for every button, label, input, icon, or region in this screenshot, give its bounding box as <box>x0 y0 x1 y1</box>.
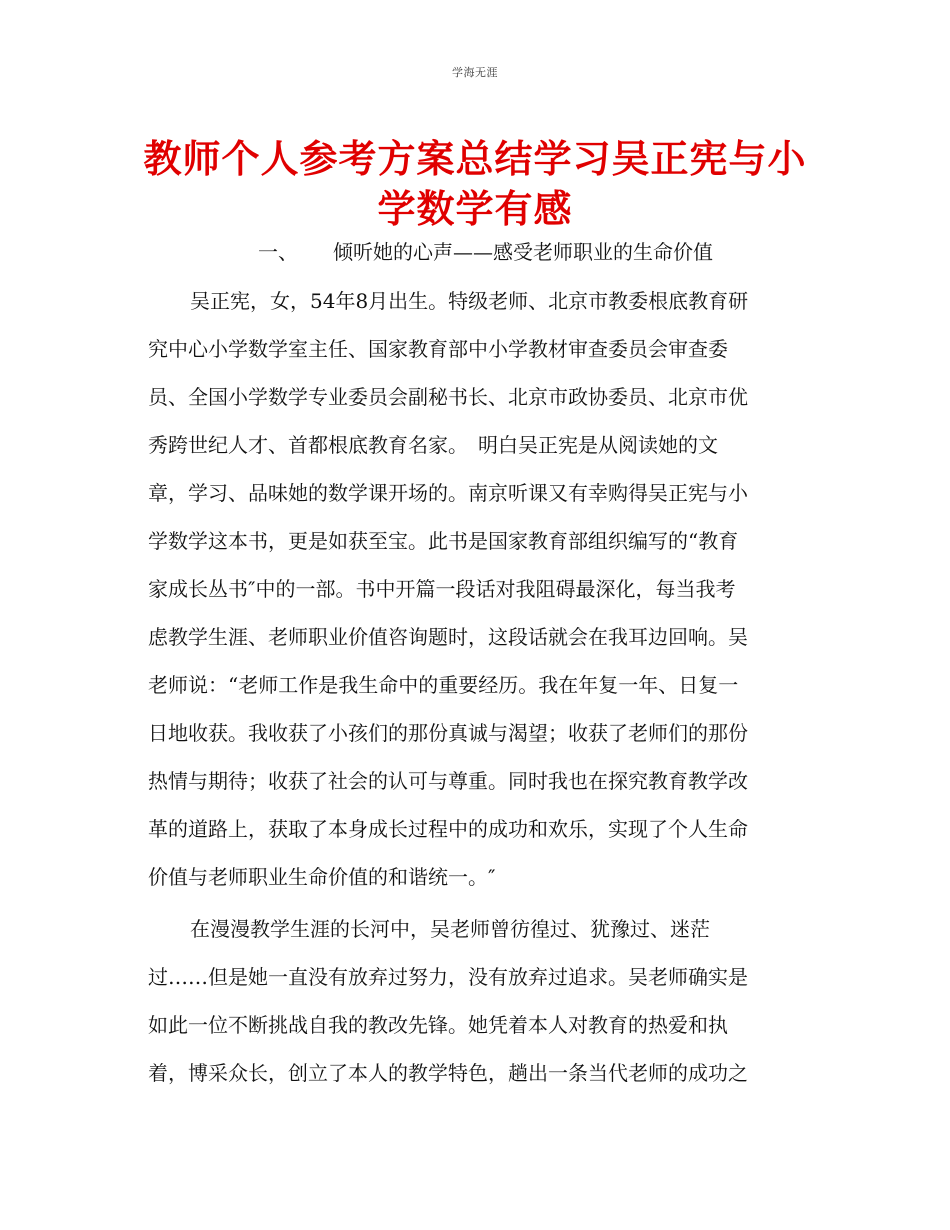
body-line: 秀跨世纪人才、首都根底教育名家。 明白吴正宪是从阅读她的文 <box>148 433 718 457</box>
body-line: 日地收获。我收获了小孩们的那份真诚与渴望；收获了老师们的那份 <box>148 721 748 745</box>
body-line: 章，学习、品味她的数学课开场的。南京听课又有幸购得吴正宪与小 <box>148 481 748 505</box>
document-title: 教师个人参考方案总结学习吴正宪与小学数学有感 <box>143 137 807 231</box>
body-line: 吴正宪，女，54年8月出生。特级老师、北京市教委根底教育研 <box>190 289 749 313</box>
section-heading-text: 倾听她的心声——感受老师职业的生命价值 <box>333 240 713 264</box>
body-line: 虑教学生涯、老师职业价值咨询题时，这段话就会在我耳边回响。吴 <box>148 625 748 649</box>
body-line: 员、全国小学数学专业委员会副秘书长、北京市政协委员、北京市优 <box>148 385 748 409</box>
section-number: 一、 <box>258 240 298 264</box>
body-line: 价值与老师职业生命价值的和谐统一。″ <box>148 865 496 889</box>
body-line: 老师说：“老师工作是我生命中的重要经历。我在年复一年、日复一 <box>148 673 739 697</box>
body-line: 学数学这本书，更是如获至宝。此书是国家教育部组织编写的“教育 <box>148 529 739 553</box>
body-line: 在漫漫教学生涯的长河中，吴老师曾彷徨过、犹豫过、迷茫 <box>190 917 710 941</box>
body-line: 热情与期待；收获了社会的认可与尊重。同时我也在探究教育教学改 <box>148 769 748 793</box>
body-line: 如此一位不断挑战自我的教改先锋。她凭着本人对教育的热爱和执 <box>148 1013 728 1037</box>
page-header: 学海无涯 <box>452 66 498 79</box>
body-line: 家成长丛书″中的一部。书中开篇一段话对我阻碍最深化，每当我考 <box>148 577 736 601</box>
body-line: 革的道路上，获取了本身成长过程中的成功和欢乐，实现了个人生命 <box>148 817 748 841</box>
body-line: 过……但是她一直没有放弃过努力，没有放弃过追求。吴老师确实是 <box>148 965 748 989</box>
section-heading <box>148 238 808 266</box>
body-line: 究中心小学数学室主任、国家教育部中小学教材审查委员会审查委 <box>148 337 728 361</box>
body-line: 着，博采众长，创立了本人的教学特色，趟出一条当代老师的成功之 <box>148 1061 748 1085</box>
